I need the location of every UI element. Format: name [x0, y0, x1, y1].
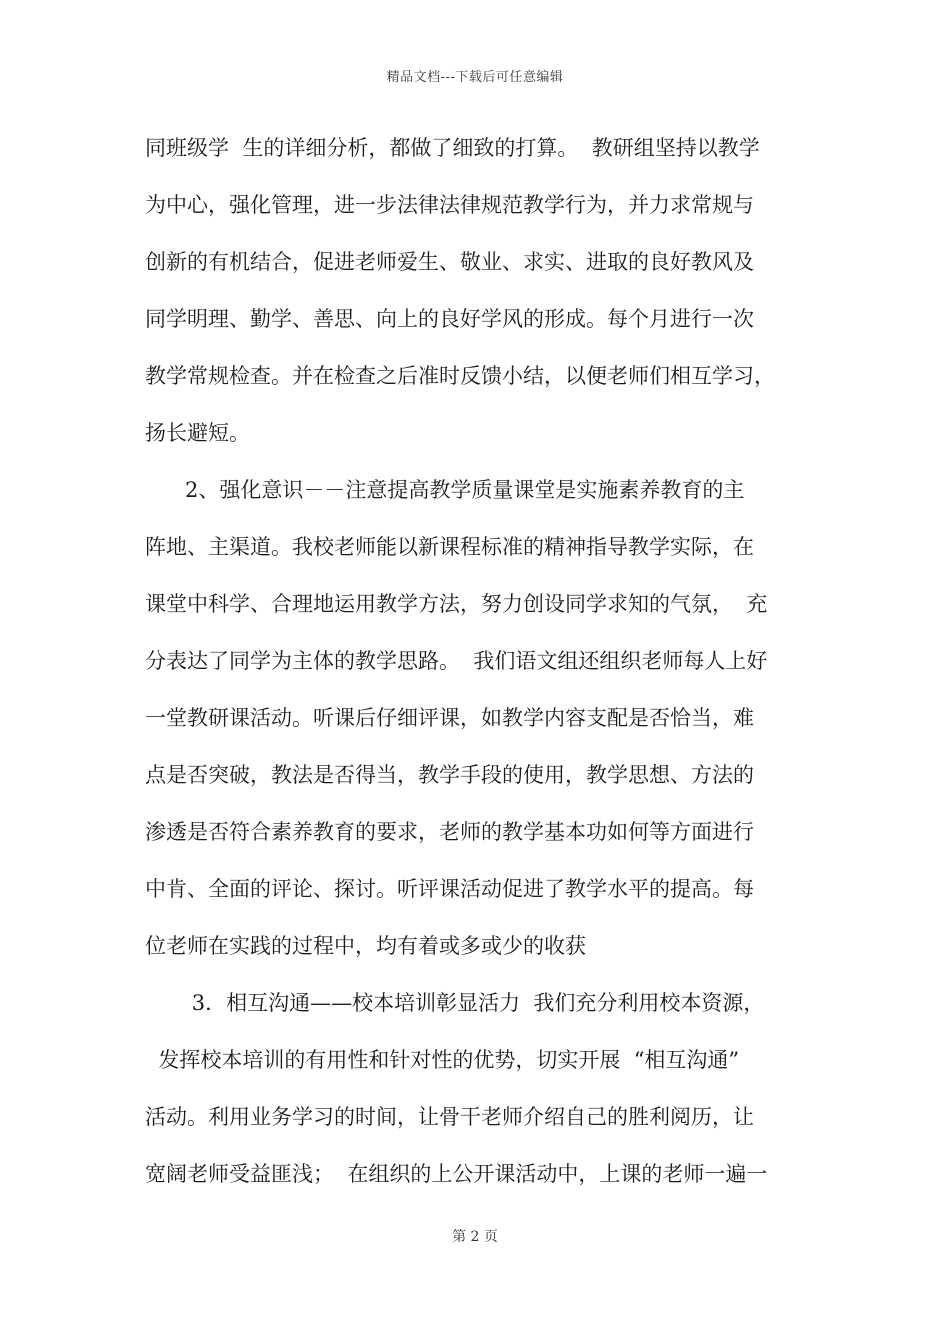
text-line: 2、强化意识－－注意提高教学质量课堂是实施素养教育的主 — [145, 478, 745, 502]
document-body — [145, 128, 825, 1211]
text-line: 同班级学 生的详细分析，都做了细致的打算。 教研组坚持以教学 — [145, 136, 760, 160]
text-line: 为中心，强化管理，进一步法律法律规范教学行为，并力求常规与 — [145, 193, 754, 217]
text-line: 阵地、主渠道。我校老师能以新课程标准的精神指导教学实际，在 — [145, 535, 754, 559]
text-line: 教学常规检查。并在检查之后准时反馈小结，以便老师们相互学习， — [145, 364, 775, 388]
text-line: 扬长避短。 — [145, 421, 250, 445]
text-line: 渗透是否符合素养教育的要求，老师的教学基本功如何等方面进行 — [145, 820, 754, 844]
text-line: 3．相互沟通——校本培训彰显活力 我们充分利用校本资源， — [145, 991, 765, 1015]
text-line: 位老师在实践的过程中，均有着或多或少的收获 — [145, 934, 586, 958]
text-line: 同学明理、勤学、善思、向上的良好学风的形成。每个月进行一次 — [145, 307, 754, 331]
page-header: 精品文档---下载后可任意编辑 — [386, 70, 564, 85]
text-line: 发挥校本培训的有用性和针对性的优势，切实开展 “相互沟通” — [145, 1048, 740, 1072]
text-line: 课堂中科学、合理地运用教学方法，努力创设同学求知的气氛， 充 — [145, 592, 768, 616]
page-number: 第 2 页 — [452, 1229, 498, 1245]
text-line: 分表达了同学为主体的教学思路。 我们语文组还组织老师每人上好 — [145, 649, 768, 673]
text-line: 点是否突破，教法是否得当，教学手段的使用，教学思想、方法的 — [145, 763, 754, 787]
text-line: 一堂教研课活动。听课后仔细评课，如教学内容支配是否恰当，难 — [145, 706, 754, 730]
text-line: 宽阔老师受益匪浅； 在组织的上公开课活动中，上课的老师一遍一 — [145, 1162, 768, 1186]
text-line: 活动。利用业务学习的时间，让骨干老师介绍自己的胜利阅历，让 — [145, 1105, 754, 1129]
text-line: 创新的有机结合，促进老师爱生、敬业、求实、进取的良好教风及 — [145, 250, 754, 274]
text-line: 中肯、全面的评论、探讨。听评课活动促进了教学水平的提高。每 — [145, 877, 754, 901]
